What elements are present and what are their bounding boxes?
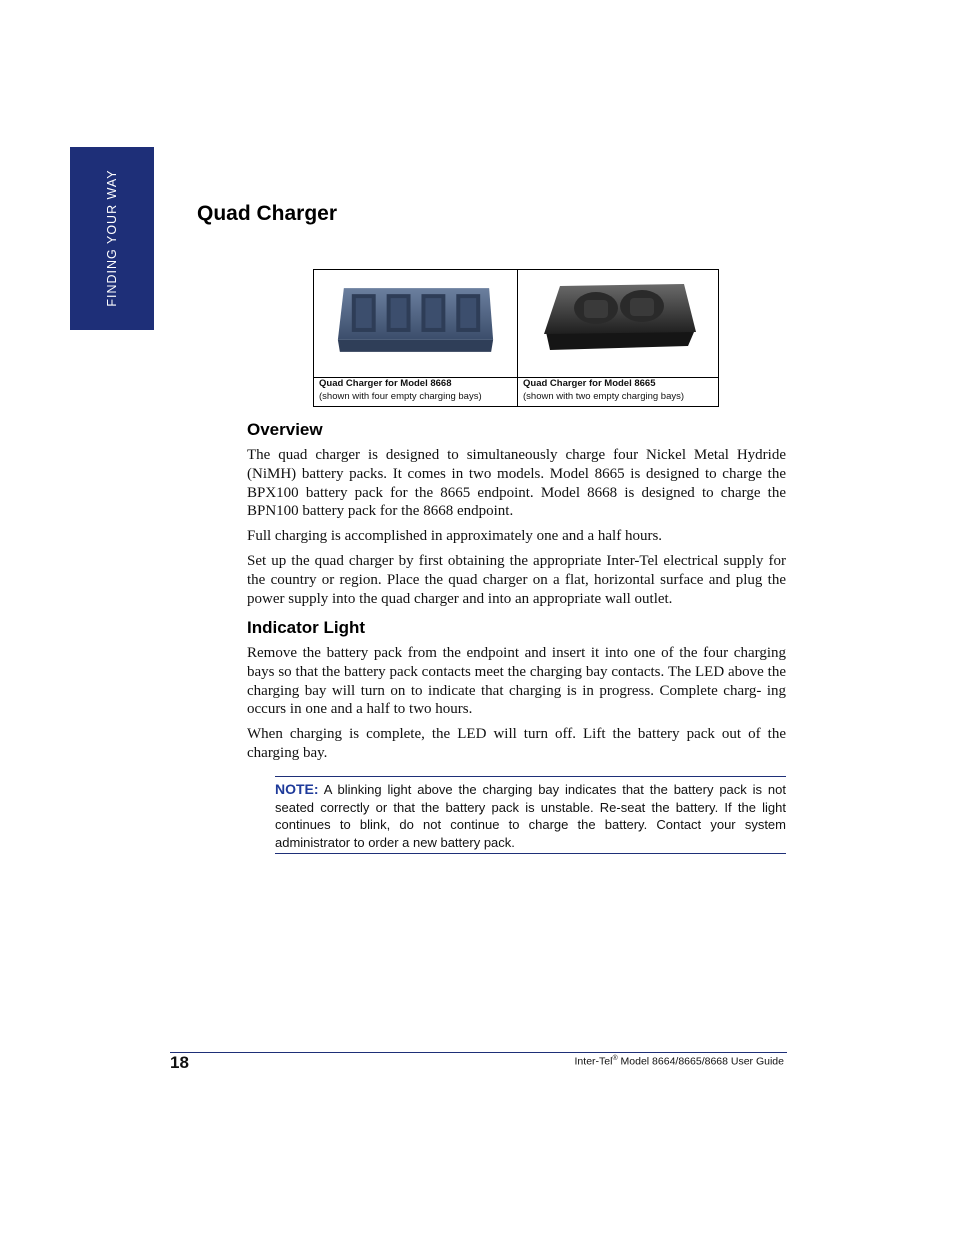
note-text: A blinking light above the charging bay indicates that the battery pack is not seated correctly or that the battery pack is unstable. Re-seat the battery. If the light continues to blink, do not continue to charge the battery. Contact your system administrator to order a new battery pack. (275, 782, 786, 850)
indicator-paragraph-2: When charging is complete, the LED will turn off. Lift the battery pack out of the charging bay. (247, 726, 786, 761)
footer-divider (170, 1052, 787, 1053)
indicator-paragraph-1: Remove the battery pack from the endpoint and insert it into one of the four charging bays so that the battery pack contacts meet the charging bay contacts. The LED above the charging bay will turn on to indicate that charging is in progress. Complete charg- ing occurs in one and a half to two hours. (247, 645, 786, 718)
page-title: Quad Charger (197, 202, 338, 225)
caption-title: Quad Charger for Model 8668 (319, 378, 452, 389)
figure-table (313, 269, 719, 407)
figure-cell-8668 (314, 270, 518, 406)
figure-caption-8668 (314, 377, 517, 406)
overview-paragraph-1: The quad charger is designed to simultaneously charge four Nickel Metal Hydride (NiMH) battery packs. It comes in two models. Model 8665 is designed to charge the BPX100 battery pack for the 8665 endpoint. Model 8668 is designed to charge the BPN100 battery pack for the 8668 endpoint. (247, 447, 786, 520)
registered-mark: ® (612, 1055, 618, 1062)
caption-subtitle: (shown with four empty charging bays) (319, 390, 482, 402)
page-number: 18 (170, 1053, 189, 1072)
note-label: NOTE: (275, 781, 319, 797)
footer-brand: Inter-Tel (574, 1055, 613, 1068)
indicator-heading: Indicator Light (247, 618, 366, 637)
overview-paragraph-2: Full charging is accomplished in approximately one and a half hours. (247, 528, 663, 544)
note-box (275, 776, 786, 854)
overview-heading: Overview (247, 420, 323, 439)
figure-cell-8665 (518, 270, 718, 406)
quad-charger-8668-image (314, 270, 517, 377)
footer-title: Model 8664/8665/8668 User Guide (617, 1055, 784, 1068)
chapter-tab (70, 147, 154, 330)
caption-subtitle: (shown with two empty charging bays) (523, 390, 685, 402)
caption-title: Quad Charger for Model 8665 (523, 378, 656, 389)
quad-charger-8665-image (518, 270, 718, 377)
figure-caption-8665 (518, 377, 718, 406)
overview-paragraph-3: Set up the quad charger by first obtaining the appropriate Inter-Tel electrical supply for the country or region. Place the quad charger on a flat, horizontal surface and plug the power supply into the quad charger and into an appropriate wall outlet. (247, 553, 786, 607)
footer-guide-title (575, 1055, 784, 1068)
chapter-tab-label: FINDING YOUR WAY (105, 169, 119, 307)
